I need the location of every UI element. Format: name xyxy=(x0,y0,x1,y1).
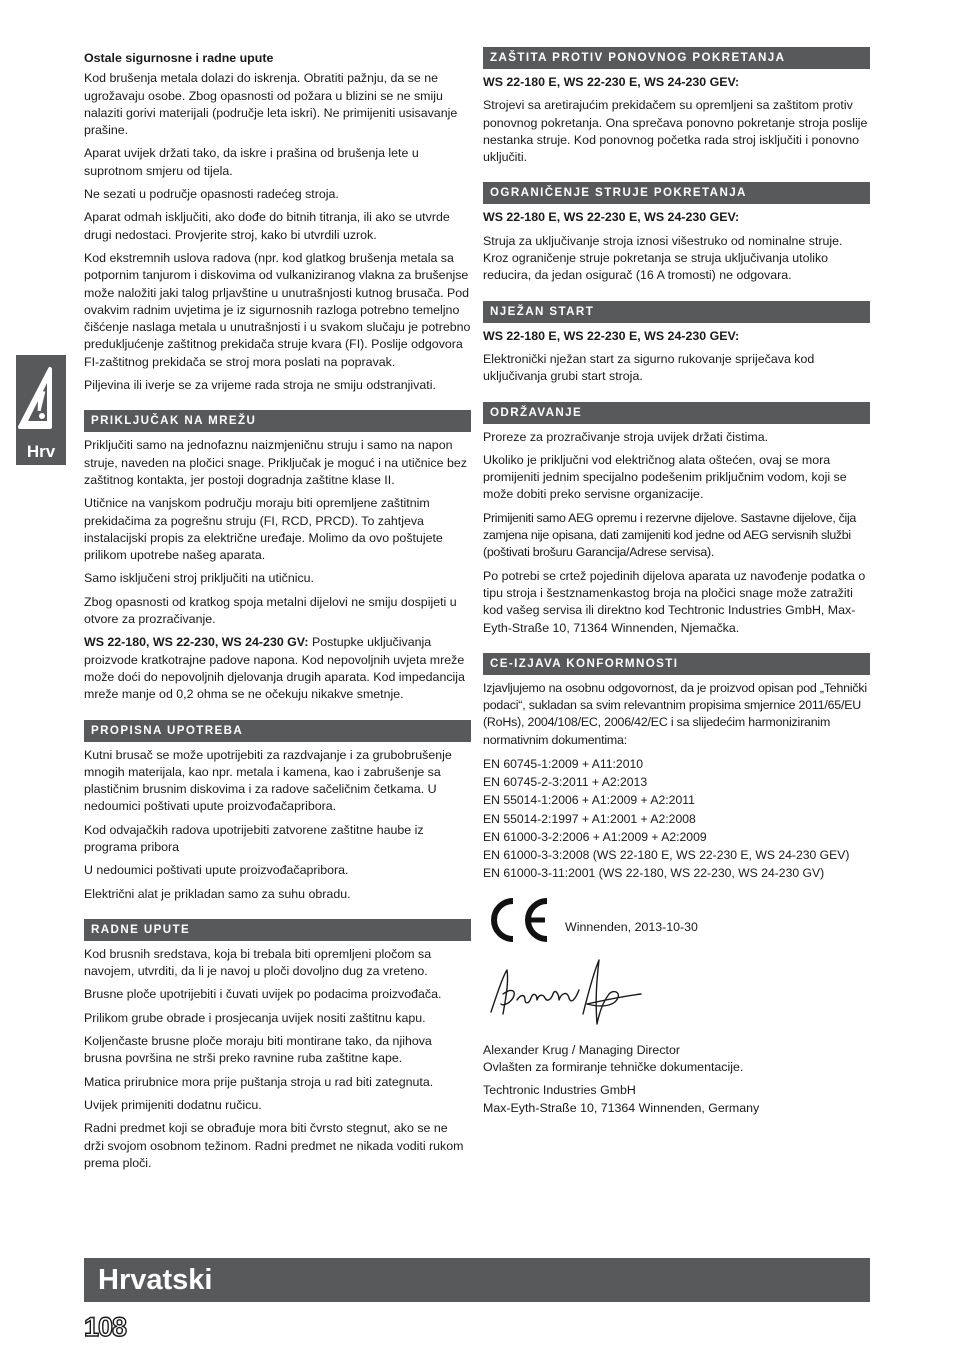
safety-paragraph: Aparat uvijek držati tako, da iskre i prašina od brušenja lete u suprotnom smjeru od tijela. xyxy=(84,146,419,178)
language-tab xyxy=(16,355,66,465)
work-paragraph: Radni predmet koji se obrađuje mora biti čvrsto stegnut, ako se ne drži svojom osobnom težinom. Radni predmet ne nikada voditi rukom prema ploči. xyxy=(84,1121,464,1170)
maintenance-paragraph: Primijeniti samo AEG opremu i rezervne dijelove. Sastavne dijelove, čija zamjena nije opisana, dati zamijeniti kod jedne od AEG servisnih službi (poštivati brošuru Garancija/Adrese servisa). xyxy=(483,510,857,560)
work-paragraph: Kod brusnih sredstava, koja bi trebala biti opremljeni pločom sa navojem, utvrditi, da li je navoj u ploči dovoljno dug za vreteno. xyxy=(84,946,432,979)
standards-list xyxy=(483,755,870,882)
mains-models-label: WS 22-180, WS 22-230, WS 24-230 GV: xyxy=(84,635,309,650)
restart-text: Strojevi sa aretirajućim prekidačem su opremljeni sa zaštitom protiv ponovnog pokretanja. Ona sprečava ponovno pokretanje stroja poslije nestanka struje. Kod ponovnog početka rada stroj isključiti i ponovno uključiti. xyxy=(483,98,868,165)
restart-heading: ZAŠTITA PROTIV PONOVNOG POKRETANJA xyxy=(483,47,870,69)
work-paragraph: Matica prirubnice mora prije puštanja stroja u rad biti zategnuta. xyxy=(84,1074,434,1089)
work-paragraph: Koljenčaste brusne ploče moraju biti montirane tako, da njihova brusna površina ne strši preko ravnine ruba zaštitne kape. xyxy=(84,1034,432,1066)
softstart-models: WS 22-180 E, WS 22-230 E, WS 24-230 GEV: xyxy=(483,328,740,343)
current-models: WS 22-180 E, WS 22-230 E, WS 24-230 GEV: xyxy=(483,210,740,225)
standard-item: EN 55014-2:1997 + A1:2001 + A2:2008 xyxy=(483,811,696,826)
language-footer-bar xyxy=(84,1258,870,1302)
tab-label: Hrv xyxy=(26,442,56,461)
company: Techtronic Industries GmbH xyxy=(483,1083,636,1098)
use-paragraph: Električni alat je prikladan samo za suhu obradu. xyxy=(84,886,351,901)
maintenance-heading: ODRŽAVANJE xyxy=(483,402,870,424)
use-paragraph: Kutni brusač se može upotrijebiti za razdvajanje i za grubobrušenje mnogih materijala, kao npr. metala i kamena, kao i zabrušenje sa plastičnim brusnim diskovima i za radove sačeličnim četkama. U nedoumici poštivati upute proizvođačapribora. xyxy=(84,747,452,814)
authorized: Ovlašten za formiranje tehničke dokumentacije. xyxy=(483,1060,744,1075)
standard-item: EN 61000-3-2:2006 + A1:2009 + A2:2009 xyxy=(483,829,707,844)
standard-item: EN 60745-1:2009 + A11:2010 xyxy=(483,757,644,772)
maintenance-paragraph: Proreze za prozračivanje stroja uvijek držati čistima. xyxy=(483,429,769,444)
work-paragraph: Uvijek primijeniti dodatnu ručicu. xyxy=(84,1097,262,1112)
standard-item: EN 61000-3-11:2001 (WS 22-180, WS 22-230, WS 24-230 GV) xyxy=(483,866,825,881)
standard-item: EN 55014-1:2006 + A1:2009 + A2:2011 xyxy=(483,793,695,808)
right-column xyxy=(483,47,870,1123)
safety-paragraph: Ne sezati u područje opasnosti radećeg stroja. xyxy=(84,187,339,202)
place-date: Winnenden, 2013-10-30 xyxy=(565,920,698,935)
use-heading: PROPISNA UPOTREBA xyxy=(84,720,471,742)
page-number: 108 xyxy=(84,1312,127,1342)
signature-icon xyxy=(483,954,653,1036)
standard-item: EN 61000-3-3:2008 (WS 22-180 E, WS 22-230 E, WS 24-230 GEV) xyxy=(483,848,850,863)
maintenance-paragraph: Po potrebi se crtež pojedinih dijelova aparata uz navođenje podatka o tipu stroja i šestznamenkastog broja na pločici snage može zatražiti kod vašeg servisa ili direktno kod Techtronic Industries GmbH, Max-Eyth-Straße 10, 71364 Winnenden, Njemačka. xyxy=(483,568,866,635)
work-heading: RADNE UPUTE xyxy=(84,919,471,941)
address: Max-Eyth-Straße 10, 71364 Winnenden, Germany xyxy=(483,1100,760,1115)
current-text: Struja za uključivanje stroja iznosi višestruko od nominalne struje. Kroz ograničenje struje pokretanja se struja uključivanja utoliko reducira, da jedan osigurač (16 A tromosti) ne odgovara. xyxy=(483,233,843,283)
work-paragraph: Prilikom grube obrade i prosjecanja uvijek nositi zaštitnu kapu. xyxy=(84,1010,426,1025)
signer: Alexander Krug / Managing Director xyxy=(483,1042,680,1057)
ce-mark-icon xyxy=(483,894,553,946)
use-paragraph: U nedoumici poštivati upute proizvođačapribora. xyxy=(84,863,349,878)
softstart-heading: NJEŽAN START xyxy=(483,301,870,323)
ce-mark-row xyxy=(483,894,870,946)
softstart-text: Elektronički nježan start za sigurno rukovanje spriječava kod uključivanja grubi start stroja. xyxy=(483,351,815,384)
warning-triangle-icon xyxy=(16,361,66,441)
mains-paragraph: Zbog opasnosti od kratkog spoja metalni dijelovi ne smiju dospijeti u otvore za prozračivanje. xyxy=(84,594,457,627)
standard-item: EN 60745-2-3:2011 + A2:2013 xyxy=(483,775,648,790)
mains-models-text: Postupke uključivanja proizvode kratkotrajne padove napona. Kod nepovoljnih uvjeta mreže može doći do nepovoljnih djelovanja drugih aparata. Kod impedancija mreže manje od 0,2 ohma se ne očekuju nikakve smetnje. xyxy=(84,635,465,702)
restart-models: WS 22-180 E, WS 22-230 E, WS 24-230 GEV: xyxy=(483,75,740,89)
safety-paragraph: Piljevina ili iverje se za vrijeme rada stroja ne smiju odstranjivati. xyxy=(84,378,436,393)
current-heading: OGRANIČENJE STRUJE POKRETANJA xyxy=(483,182,870,204)
mains-heading: PRIKLJUČAK NA MREŽU xyxy=(84,410,471,432)
mains-paragraph: Samo isključeni stroj priključiti na utičnicu. xyxy=(84,571,315,586)
safety-paragraph: Kod brušenja metala dolazi do iskrenja. Obratiti pažnju, da se ne ugrožavaju osobe. Zbog opasnosti od požara u blizini se ne smiju nalaziti gorivi materijali (područje leta iskri). Ne primijeniti usisavanje prašine. xyxy=(84,71,458,138)
mains-paragraph: Utičnice na vanjskom području moraju biti opremljene zaštitnim prekidačima za pogrešnu struju (FI, RCD, PRCD). To zahtjeva instalacijski propis za električne uređaje. Molimo da ovo poštujete prilikom upotrebe našeg aparata. xyxy=(84,496,443,563)
ce-text: Izjavljujemo na osobnu odgovornost, da je proizvod opisan pod „Tehnički podaci“, sukladan sa svim relevantnim propisima smjernice 2011/65/EU (RoHs), 2004/108/EC, 2006/42/EC i sa slijedećim harmoniziranim normativnim dokumentima: xyxy=(483,680,867,747)
ce-heading: CE-IZJAVA KONFORMNOSTI xyxy=(483,653,870,675)
safety-paragraph: Aparat odmah isključiti, ako dođe do bitnih titranja, ili ako se utvrde drugi nedostaci. Provjerite stroj, kako bi utvrdili uzrok. xyxy=(84,210,450,242)
use-paragraph: Kod odvajačkih radova upotrijebiti zatvorene zaštitne haube iz programa pribora xyxy=(84,822,424,854)
maintenance-paragraph: Ukoliko je priključni vod električnog alata oštećen, ovaj se mora promijeniti jednim specijalno podešenim priključnim vodom, koji se može dobiti preko servisne organizacije. xyxy=(483,452,847,502)
left-column xyxy=(84,50,471,1178)
mains-paragraph: Priključiti samo na jednofaznu naizmjeničnu struju i samo na napon struje, naveden na pločici snage. Priključak je moguć i na utičnice bez zaštitnog kontakta, jer postoji dogradnja zaštitne klase II. xyxy=(84,438,467,487)
mains-models-paragraph xyxy=(84,634,471,703)
footer-language-title: Hrvatski xyxy=(98,1264,213,1296)
safety-heading: Ostale sigurnosne i radne upute xyxy=(84,51,274,65)
safety-paragraph: Kod ekstremnih uslova radova (npr. kod glatkog brušenja metala sa potpornim tanjurom i diskovima od vulkaniziranog vlakna za brušenjse može naložiti jaki talog prljavštine u unutrašnjosti kutnog brusača. Pod ovakvim radnim uvjetima je iz sigurnosnih razloga potrebno temeljno čišćenje naslaga metala u unutrašnjosti i u svakom slučaju je potrebno predukljućenje zaštitnog prekidača struje kvara (FI). Poslije odgovora FI-zaštitnog prekidača se stroj mora poslati na popravak. xyxy=(84,250,471,369)
work-paragraph: Brusne ploče upotrijebiti i čuvati uvijek po podacima proizvođača. xyxy=(84,987,442,1002)
